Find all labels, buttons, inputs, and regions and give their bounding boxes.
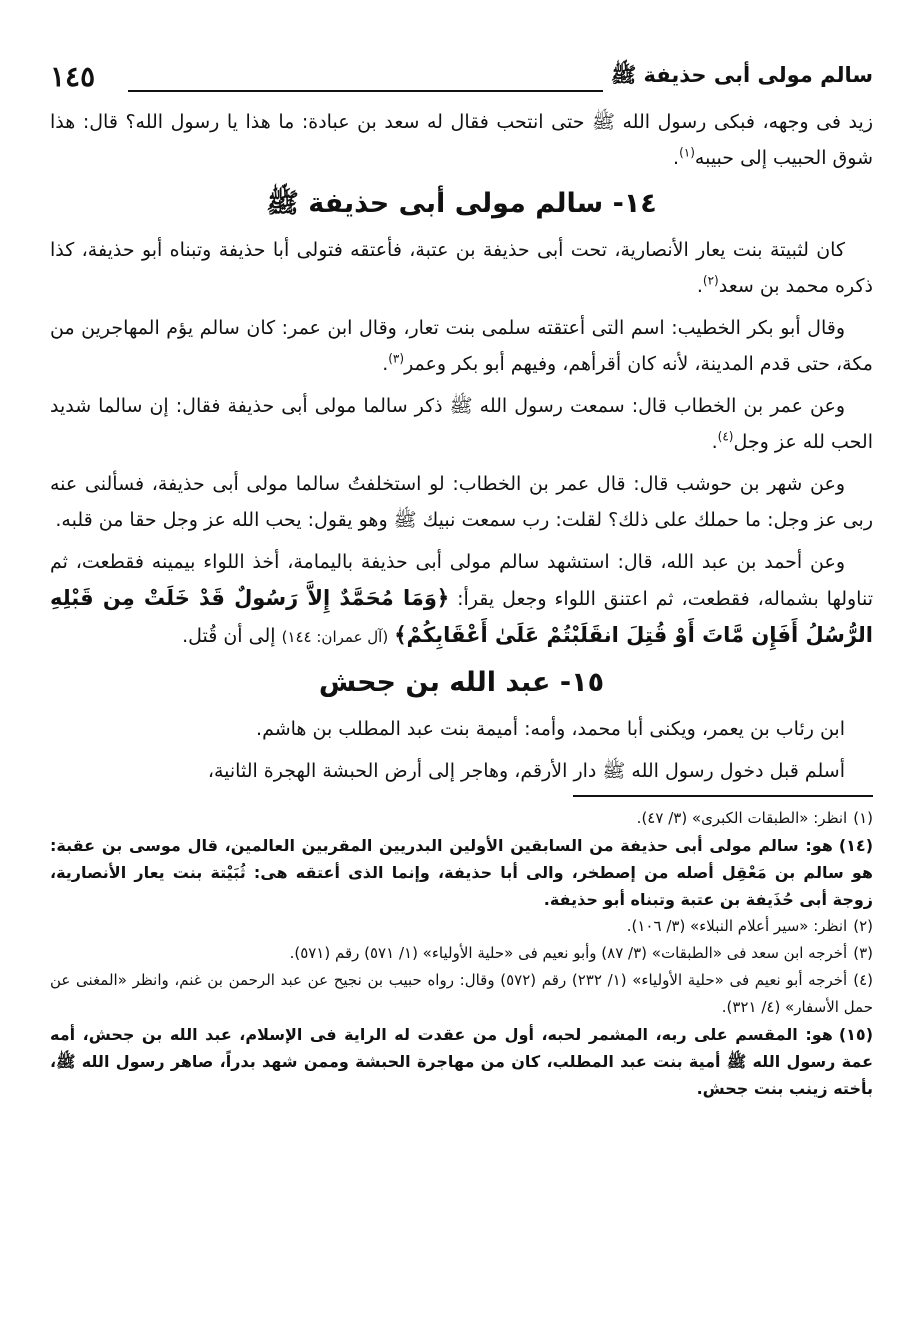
footnote-14 <box>50 832 873 913</box>
footnote-text: أخرجه أبو نعيم فى «حلية الأولياء» (١/ ٢٣٢) رقم (٥٧٢) وقال: رواه حبيب بن نجيح عن عبد الرحمن بن غنم، وانظر «المغنى عن حمل الأسفار» (٤/ ٣٢١). <box>50 971 873 1016</box>
footnote-text: هو: المقسم على ربه، المشمر لحبه، أول من عقدت له الراية فى الإسلام، عبد الله بن جحش، أمه عمة رسول الله ﷺ أمية بنت عبد المطلب، كان من مهاجرة الحبشة وممن شهد بدراً، صاهر رسول الله ﷺ، بأخته زينب بنت جحش. <box>50 1025 873 1098</box>
paragraph-text: وقال أبو بكر الخطيب: اسم التى أعتقته سلمى بنت تعار، وقال ابن عمر: كان سالم يؤم المهاجرين من مكة، حتى قدم المدينة، لأنه كان أقرأهم، وفيهم أبو بكر وعمر <box>50 317 873 375</box>
paragraph-salim-intro: كان لثبيتة بنت يعار الأنصارية، تحت أبى حذيفة بن عتبة، فأعتقه فتولى أبا حذيفة وتبناه أبو حذيفة، كذا ذكره محمد بن سعد$^{(٢)}$. <box>50 239 873 297</box>
section-heading-15: ١٥- عبد الله بن جحش <box>318 667 605 698</box>
page-header <box>50 60 873 104</box>
footnote-number: (١٤) <box>838 836 873 855</box>
header-rule <box>128 90 603 92</box>
footnote-15 <box>50 1021 873 1102</box>
paragraph-text: كان لثبيتة بنت يعار الأنصارية، تحت أبى حذيفة بن عتبة، فأعتقه فتولى أبا حذيفة وتبناه أبو حذيفة، كذا ذكره محمد بن سعد <box>50 239 873 297</box>
footnote-number: (١٥) <box>838 1025 873 1044</box>
paragraph-shahr: وعن شهر بن حوشب قال: قال عمر بن الخطاب: لو استخلفتُ سالما مولى أبى حذيفة، فسألنى عنه ربى عز وجل: ما حملك على ذلك؟ لقلت: رب سمعت نبيك ﷺ وهو يقول: يحب الله عز وجل حقا من قلبه. <box>50 473 873 531</box>
paragraph-martyrdom <box>50 544 873 655</box>
footnote-2 <box>50 913 873 940</box>
paragraph-islam: أسلم قبل دخول رسول الله ﷺ دار الأرقم، وهاجر إلى أرض الحبشة الهجرة الثانية، <box>207 760 845 782</box>
paragraph-text: وعن عمر بن الخطاب قال: سمعت رسول الله ﷺ ذكر سالما مولى أبى حذيفة فقال: إن سالما شديد الحب لله عز وجل <box>50 395 873 453</box>
footnote-text: هو: سالم مولى أبى حذيفة من السابقين الأولين البدريين المقربين العالمين، قال موسى بن عقبة: هو سالم بن مَعْقِل أصله من إصطخر، والى أبا حذيفة، وإنما الذى أعتقه هى: ثُبَيْتة بنت يعار الأنصارية، زوجة أبى حُذَيفة بن عتبة وتبناه أبو حذيفة. <box>50 836 873 909</box>
footnote-rule <box>573 795 873 797</box>
footnote-number: (١) <box>853 809 873 827</box>
paragraph-continuation: زيد فى وجهه، فبكى رسول الله ﷺ حتى انتحب فقال له سعد بن عبادة: ما هذا يا رسول الله؟ قال: هذا شوق الحبيب إلى حبيبه$^{(١)}$. <box>50 111 873 169</box>
paragraph-lineage: ابن رئاب بن يعمر، ويكنى أبا محمد، وأمه: أميمة بنت عبد المطلب بن هاشم. <box>256 718 845 740</box>
footnote-ref-2: (٢) <box>702 273 719 288</box>
footnote-text: انظر: «الطبقات الكبرى» (٣/ ٤٧). <box>636 809 848 827</box>
paragraph-text: وعن أحمد بن عبد الله، قال: استشهد سالم مولى أبى حذيفة باليمامة، أخذ اللواء بيمينه فقطعت، ثم تناولها بشماله، فقطعت، ثم اعتنق اللواء وجعل يقرأ: <box>50 551 873 610</box>
section-heading-14: ١٤- سالم مولى أبى حذيفة ﷺ <box>266 188 657 219</box>
paragraph-text-end: إلى أن قُتل. <box>182 625 276 647</box>
page-number: ١٤٥ <box>50 60 96 93</box>
running-title: سالم مولى أبى حذيفة ﷺ <box>610 63 873 87</box>
footnote-1 <box>50 805 873 832</box>
paragraph-khatib: وقال أبو بكر الخطيب: اسم التى أعتقته سلمى بنت تعار، وقال ابن عمر: كان سالم يؤم المهاجرين من مكة، حتى قدم المدينة، لأنه كان أقرأهم، وفيهم أبو بكر وعمر$^{(٣)}$. <box>50 317 873 375</box>
footnote-ref-3: (٣) <box>388 351 405 366</box>
quran-verse: ﴿وَمَا مُحَمَّدٌ إِلاَّ رَسُولٌ قَدْ خَلَتْ مِن قَبْلِهِ الرُّسُلُ أَفَإِن مَّاتَ أَوْ قُتِلَ انقَلَبْتُمْ عَلَىٰ أَعْقَابِكُمْ﴾ <box>50 586 873 647</box>
footnote-ref-4: (٤) <box>717 429 734 444</box>
paragraph-text: زيد فى وجهه، فبكى رسول الله ﷺ حتى انتحب فقال له سعد بن عبادة: ما هذا يا رسول الله؟ قال: هذا شوق الحبيب إلى حبيبه <box>50 111 873 169</box>
footnote-number: (٣) <box>853 944 873 962</box>
footnote-3 <box>50 940 873 967</box>
verse-reference: (آل عمران: ١٤٤) <box>281 628 389 646</box>
footnote-ref-1: (١) <box>679 145 695 160</box>
book-page <box>50 60 873 1102</box>
footnote-number: (٢) <box>853 917 873 935</box>
footnote-number: (٤) <box>853 971 873 989</box>
footnote-text: انظر: «سير أعلام النبلاء» (٣/ ١٠٦). <box>626 917 848 935</box>
footnote-4 <box>50 967 873 1021</box>
paragraph-umar: وعن عمر بن الخطاب قال: سمعت رسول الله ﷺ ذكر سالما مولى أبى حذيفة فقال: إن سالما شديد الحب لله عز وجل$^{(٤)}$. <box>50 395 873 453</box>
footnote-text: أخرجه ابن سعد فى «الطبقات» (٣/ ٨٧) وأبو نعيم فى «حلية الأولياء» (١/ ٥٧١) رقم (٥٧١). <box>289 944 848 962</box>
